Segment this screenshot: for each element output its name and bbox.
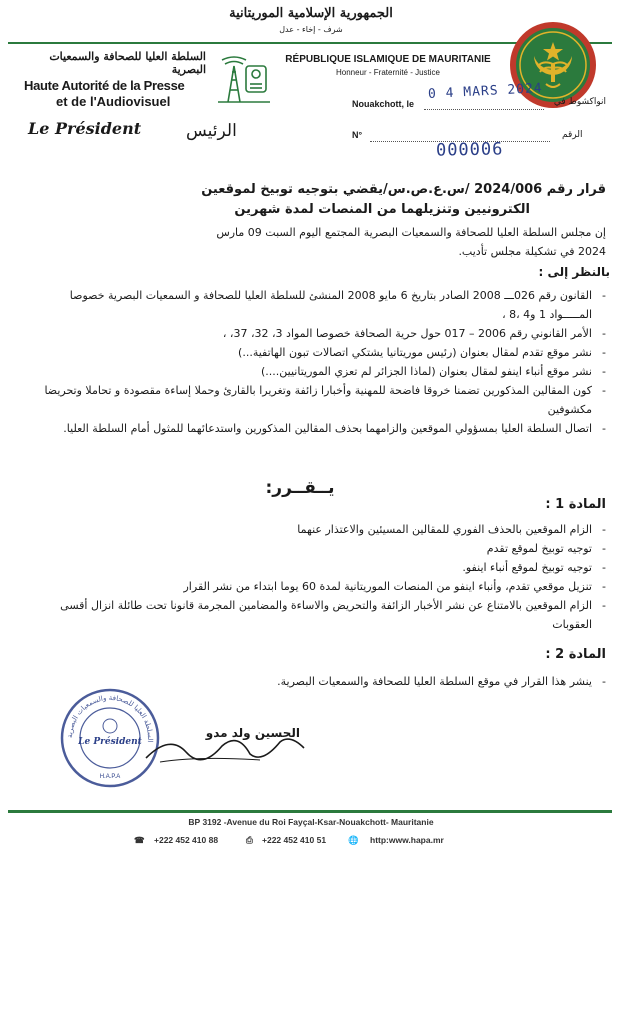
number-label-french: N° bbox=[352, 130, 363, 140]
list-item: - تنزيل موقعي تقدم، وأنباء اينفو من المنصات الموريتانية لمدة 60 يوما ابتداء من نشر القرار bbox=[40, 577, 606, 596]
article-1-heading: المادة 1 : bbox=[545, 497, 606, 512]
list-item: - الزام الموقعين بالامتناع عن نشر الأخبار الزائفة والتحريض والاساءة والمضامين المجرمة قانونا تحت طائلة انزال أقسى العقوبات bbox=[40, 596, 606, 634]
seal-ring-text: السلطة العليا للصحافة والسمعيات البصرية bbox=[65, 693, 155, 743]
decision-title-line1: قرار رقم 2024/006 /س.ع.ص.س/يقضي بتوجيه توبيخ لموقعين bbox=[201, 182, 606, 197]
list-item: - القانون رقم 026ـــ 2008 الصادر بتاريخ 6 مايو 2008 المنشئ للسلطة العليا للصحافة و السمعيات البصرية خصوصا المـــــواد 1 و4 ،8 ، bbox=[40, 286, 606, 324]
place-date-label-french: Nouakchott, le bbox=[352, 99, 415, 109]
basis-list bbox=[40, 286, 606, 438]
number-label-arabic: الرقم bbox=[562, 130, 583, 140]
handwritten-signature bbox=[140, 728, 310, 768]
date-stamp: 0 4 MARS 2024 bbox=[427, 81, 544, 102]
footer-contacts bbox=[134, 833, 494, 849]
basis-heading: بالنظر إلى : bbox=[538, 265, 610, 279]
motto-french: Honneur - Fraternité - Justice bbox=[335, 68, 441, 77]
list-item: - كون المقالين المذكورين تضمنا خروقا فاضحة للمهنية وأخبارا زائفة وتغريرا بالقارئ وحملا إساءة مقصودة و تحاملا وتحريضا مكشوفين bbox=[40, 381, 606, 419]
list-item: - الأمر القانوني رقم 2006 – 017 حول حرية الصحافة خصوصا المواد 3، 32، 37، ، bbox=[40, 324, 606, 343]
fax-icon: ⎙ bbox=[246, 835, 253, 845]
president-title-arabic: الرئيس bbox=[186, 121, 237, 141]
list-item: - ينشر هذا القرار في موقع السلطة العليا للصحافة والسمعيات البصرية. bbox=[40, 672, 606, 691]
signatory-name: الحسين ولد مدو bbox=[205, 726, 300, 740]
decides-heading: يــقــرر: bbox=[265, 478, 335, 498]
footer-divider bbox=[8, 810, 612, 813]
footer-fax: +222 452 410 51 bbox=[262, 835, 327, 845]
authority-name-arabic: السلطة العليا للصحافة والسمعيات البصرية bbox=[49, 50, 206, 76]
globe-icon: 🌐 bbox=[348, 835, 359, 845]
seal-bottom-text: H.A.P.A bbox=[99, 774, 121, 780]
list-item: - توجيه توبيخ لموقع أنباء اينفو. bbox=[40, 558, 606, 577]
seal-center-text: Le Président bbox=[78, 737, 142, 747]
footer-phone: +222 452 410 88 bbox=[154, 835, 219, 845]
place-date-label-arabic: انواكشوط في bbox=[553, 97, 606, 107]
decision-intro-line1: إن مجلس السلطة العليا للصحافة والسمعيات البصرية المجتمع اليوم السبت 09 مارس bbox=[216, 226, 606, 239]
phone-icon: ☎ bbox=[134, 835, 145, 845]
footer-address: BP 3192 -Avenue du Roi Fayçal-Ksar-Nouakchott- Mauritanie bbox=[188, 817, 434, 827]
date-dotted-line bbox=[424, 109, 544, 110]
motto-arabic: شرف - إخاء - عدل bbox=[279, 25, 343, 34]
republic-name-arabic: الجمهورية الإسلامية الموريتانية bbox=[229, 6, 393, 21]
president-title-french: Le Président bbox=[28, 119, 142, 138]
authority-name-french-line1: Haute Autorité de la Presse bbox=[24, 78, 185, 93]
article-1-list bbox=[40, 520, 606, 634]
list-item: - توجيه توبيخ لموقع تقدم bbox=[40, 539, 606, 558]
decision-intro-line2: 2024 في تشكيلة مجلس تأديب. bbox=[458, 245, 606, 258]
article-2-heading: المادة 2 : bbox=[545, 647, 606, 662]
republic-name-french: RÉPUBLIQUE ISLAMIQUE DE MAURITANIE bbox=[285, 54, 491, 65]
list-item: - الزام الموقعين بالحذف الفوري للمقالين المسيئين والاعتذار عنهما bbox=[40, 520, 606, 539]
list-item: - نشر موقع تقدم لمقال بعنوان (رئيس موريتانيا يشتكي اتصالات تبون الهاتفية...) bbox=[40, 343, 606, 362]
decision-title-line2: الكترونيين وتنزيلهما من المنصات لمدة شهرين bbox=[234, 202, 530, 217]
list-item: - اتصال السلطة العليا بمسؤولي الموقعين والزامهما بحذف المقالين المذكورين واستدعائهما للمثول أمام السلطة العليا. bbox=[40, 419, 606, 438]
hapa-logo-icon bbox=[212, 52, 274, 110]
authority-name-french-line2: et de l'Audiovisuel bbox=[56, 94, 171, 109]
list-item: - نشر موقع أنباء اينفو لمقال بعنوان (لماذا الجزائر لم تعزي الموريتانيين....) bbox=[40, 362, 606, 381]
reference-number-stamp: 000006 bbox=[435, 139, 504, 161]
footer-website[interactable]: http:www.hapa.mr bbox=[370, 835, 444, 845]
